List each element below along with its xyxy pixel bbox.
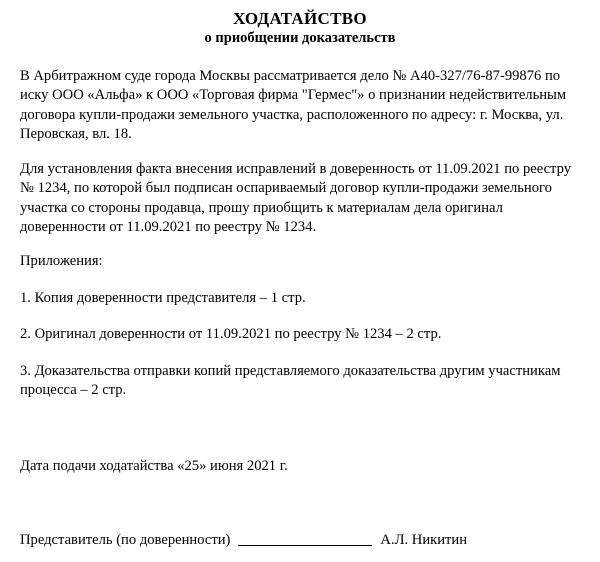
- intro-paragraph: В Арбитражном суде города Москвы рассматривается дело № А40-327/76-87-99876 по иску ООО «Альфа» к ООО «Торговая фирма "Гермес"» о признании недействительным договора купли-продажи земельного участка, расположенного по адресу: г. Москва, ул. Перовская, вл. 18.: [20, 68, 567, 142]
- document-subtitle: о приобщении доказательств: [204, 30, 396, 46]
- annex-item: 2. Оригинал доверенности от 11.09.2021 по реестру № 1234 – 2 стр.: [20, 326, 442, 342]
- request-paragraph: Для установления факта внесения исправлений в доверенность от 11.09.2021 по реестру № 1234, по которой был подписан оспариваемый договор купли-продажи земельного участка со стороны продавца, прошу приобщить к материалам дела оригинал доверенности от 11.09.2021 по реестру № 1234.: [20, 161, 571, 235]
- signature-line: [238, 531, 372, 546]
- signatory-name: А.Л. Никитин: [380, 532, 468, 548]
- document-title: ХОДАТАЙСТВО: [233, 9, 367, 28]
- annex-item: 3. Доказательства отправки копий представляемого доказательства другим участникам процесса – 2 стр.: [20, 363, 561, 399]
- filing-date: Дата подачи ходатайства «25» июня 2021 г.: [20, 458, 288, 474]
- signatory-role: Представитель (по доверенности): [20, 532, 231, 548]
- annex-item: 1. Копия доверенности представителя – 1 стр.: [20, 290, 306, 306]
- signature-block: [20, 529, 585, 550]
- annex-heading: Приложения:: [20, 253, 103, 269]
